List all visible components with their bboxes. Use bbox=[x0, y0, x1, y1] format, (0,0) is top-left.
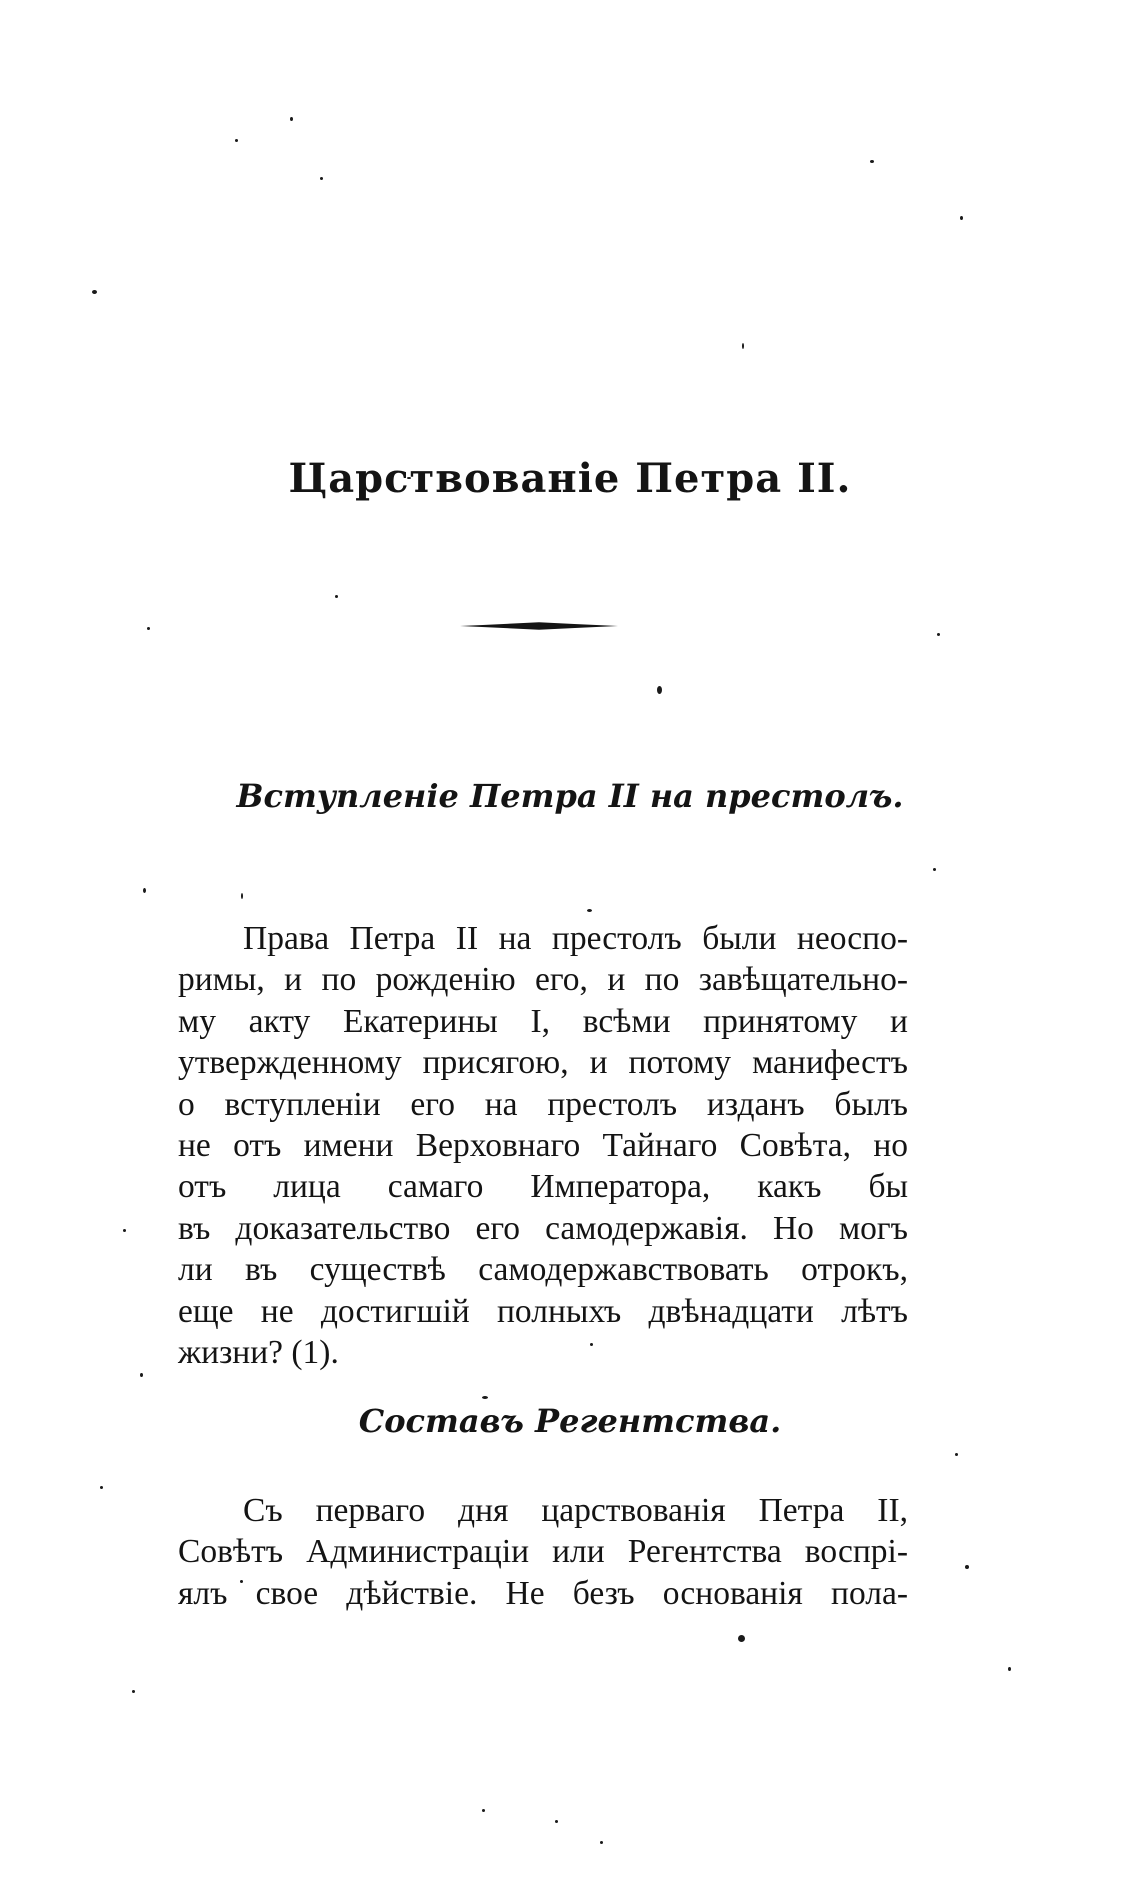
section-heading-accession: Вступленіе Петра II на престолъ. bbox=[236, 777, 904, 815]
scan-speck bbox=[870, 160, 874, 163]
scan-speck bbox=[933, 868, 936, 871]
scan-speck bbox=[290, 117, 293, 121]
paragraph-regency bbox=[178, 1490, 908, 1614]
paragraph-line: утвержденному присягою, и потому манифестъ bbox=[178, 1044, 908, 1082]
scan-speck bbox=[600, 1841, 603, 1844]
scan-speck bbox=[143, 888, 146, 893]
scan-speck bbox=[241, 893, 243, 899]
paragraph-line: отъ лица самаго Императора, какъ бы bbox=[178, 1168, 908, 1206]
scan-speck bbox=[482, 1396, 488, 1399]
scan-speck bbox=[960, 216, 963, 220]
paragraph-line: ялъ свое дѣйствіе. Не безъ основанія пола- bbox=[178, 1574, 908, 1612]
paragraph-line: еще не достигшій полныхъ двѣнадцати лѣтъ bbox=[178, 1292, 908, 1330]
scan-speck bbox=[1008, 1667, 1011, 1671]
scan-speck bbox=[555, 1820, 558, 1823]
scan-speck bbox=[132, 1690, 135, 1693]
scan-speck bbox=[955, 1453, 958, 1456]
scan-speck bbox=[738, 1635, 745, 1642]
paragraph-line: римы, и по рожденію его, и по завѣщательно- bbox=[178, 961, 908, 999]
paragraph-line: въ доказательство его самодержавія. Но могъ bbox=[178, 1209, 908, 1247]
paragraph-line: Совѣтъ Администраціи или Регентства воспрі- bbox=[178, 1533, 908, 1571]
paragraph-line: жизни? (1). bbox=[178, 1333, 339, 1371]
paragraph-line: Права Петра II на престолъ были неоспо- bbox=[243, 920, 908, 957]
scan-speck bbox=[147, 627, 150, 630]
scan-speck bbox=[92, 290, 97, 294]
paragraph-line: Съ перваго дня царствованія Петра II, bbox=[243, 1492, 908, 1529]
scan-speck bbox=[123, 1229, 126, 1232]
paragraph-line: му акту Екатерины I, всѣми принятому и bbox=[178, 1002, 908, 1040]
scan-speck bbox=[482, 1809, 485, 1812]
scan-speck bbox=[100, 1486, 103, 1489]
scan-speck bbox=[742, 343, 744, 349]
scan-speck bbox=[140, 1373, 143, 1377]
scan-speck bbox=[937, 633, 940, 636]
paragraph-accession bbox=[178, 918, 908, 1373]
chapter-title: Царствованіе Петра II. bbox=[288, 455, 852, 502]
paragraph-line: ли въ существѣ самодержавствовать отрокъ, bbox=[178, 1251, 908, 1289]
scan-speck bbox=[965, 1565, 969, 1569]
paragraph-line: о вступленіи его на престолъ изданъ былъ bbox=[178, 1085, 908, 1123]
scan-speck bbox=[657, 686, 662, 694]
paragraph-line: не отъ имени Верховнаго Тайнаго Совѣта, но bbox=[178, 1126, 908, 1164]
decorative-rule bbox=[460, 621, 618, 631]
scan-speck bbox=[235, 139, 238, 142]
scan-speck bbox=[335, 595, 338, 598]
scan-speck bbox=[587, 909, 592, 912]
section-heading-regency: Составъ Регентства. bbox=[358, 1402, 782, 1440]
scan-speck bbox=[320, 177, 323, 180]
